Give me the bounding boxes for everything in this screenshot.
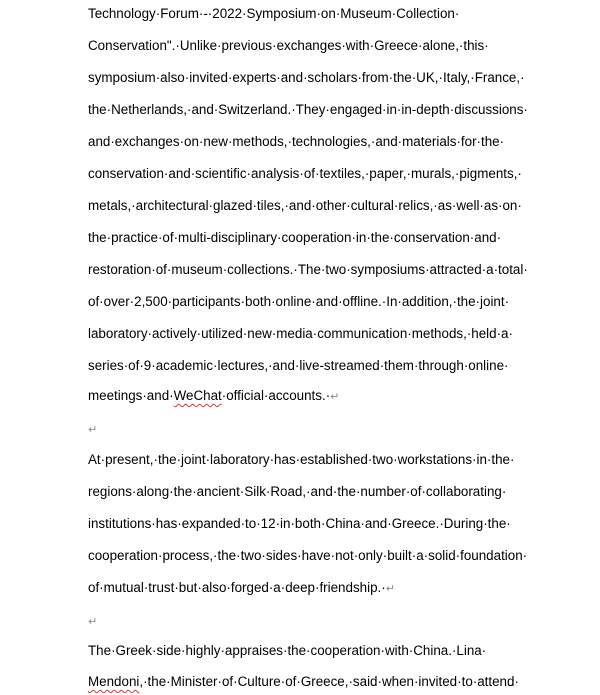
text-line: institutions·has·expanded·to·12·in·both·China·and·Greece.·During·the· — [88, 516, 511, 531]
empty-paragraph-mark-icon: ↵ — [88, 424, 98, 436]
text-line: cooperation·process,·the·two·sides·have·not·only·built·a·solid·foundation· — [88, 548, 528, 563]
paragraph-mark-icon: ↵ — [330, 391, 340, 403]
text-line: conservation·and·scientific·analysis·of·textiles,·paper,·murals,·pigments,· — [88, 166, 522, 181]
text-line: The·Greek·side·highly·appraises·the·cooperation·with·China.·Lina· — [88, 643, 487, 658]
text-line: restoration·of·museum·collections.·The·two·symposiums·attracted·a·total· — [88, 262, 528, 277]
text-line: Technology·Forum·-·2022·Symposium·on·Museum·Collection· — [88, 6, 460, 21]
text-line: regions·along·the·ancient·Silk·Road,·and·the·number·of·collaborating· — [88, 484, 507, 499]
spellcheck-flagged-word[interactable]: WeChat — [173, 388, 222, 403]
text-line: laboratory·actively·utilized·new·media·communication·methods,·held·a· — [88, 326, 513, 341]
paragraph-mark-icon: ↵ — [385, 583, 395, 595]
text-span: meetings·and· — [88, 388, 174, 403]
text-line — [88, 672, 519, 692]
text-line — [88, 386, 339, 406]
text-span: ,·the·Minister·of·Culture·of·Greece,·said·when·invited·to·attend· — [139, 674, 519, 689]
text-line: the·practice·of·multi-disciplinary·cooperation·in·the·conservation·and· — [88, 230, 502, 245]
text-line: symposium·also·invited·experts·and·scholars·from·the·UK,·Italy,·France,· — [88, 70, 525, 85]
text-line: the·Netherlands,·and·Switzerland.·They·engaged·in·in-depth·discussions· — [88, 102, 528, 117]
text-span: ·official·accounts.· — [221, 388, 331, 403]
text-line: of·over·2,500·participants·both·online·and·offline.·In·addition,·the·joint· — [88, 294, 510, 309]
text-line: Conservation".·Unlike·previous·exchanges·with·Greece·alone,·this· — [88, 38, 489, 53]
spellcheck-flagged-word[interactable]: Mendoni — [88, 674, 140, 689]
text-line — [88, 578, 395, 598]
empty-paragraph-mark-icon: ↵ — [88, 616, 98, 628]
text-line: At·present,·the·joint·laboratory·has·established·two·workstations·in·the· — [88, 452, 515, 467]
text-line: series·of·9·academic·lectures,·and·live-streamed·them·through·online· — [88, 358, 509, 373]
text-line: metals,·architectural·glazed·tiles,·and·other·cultural·relics,·as·well·as·on· — [88, 198, 522, 213]
text-line: and·exchanges·on·new·methods,·technologies,·and·materials·for·the· — [88, 134, 505, 149]
text-span: of·mutual·trust·but·also·forged·a·deep·friendship.· — [88, 580, 386, 595]
